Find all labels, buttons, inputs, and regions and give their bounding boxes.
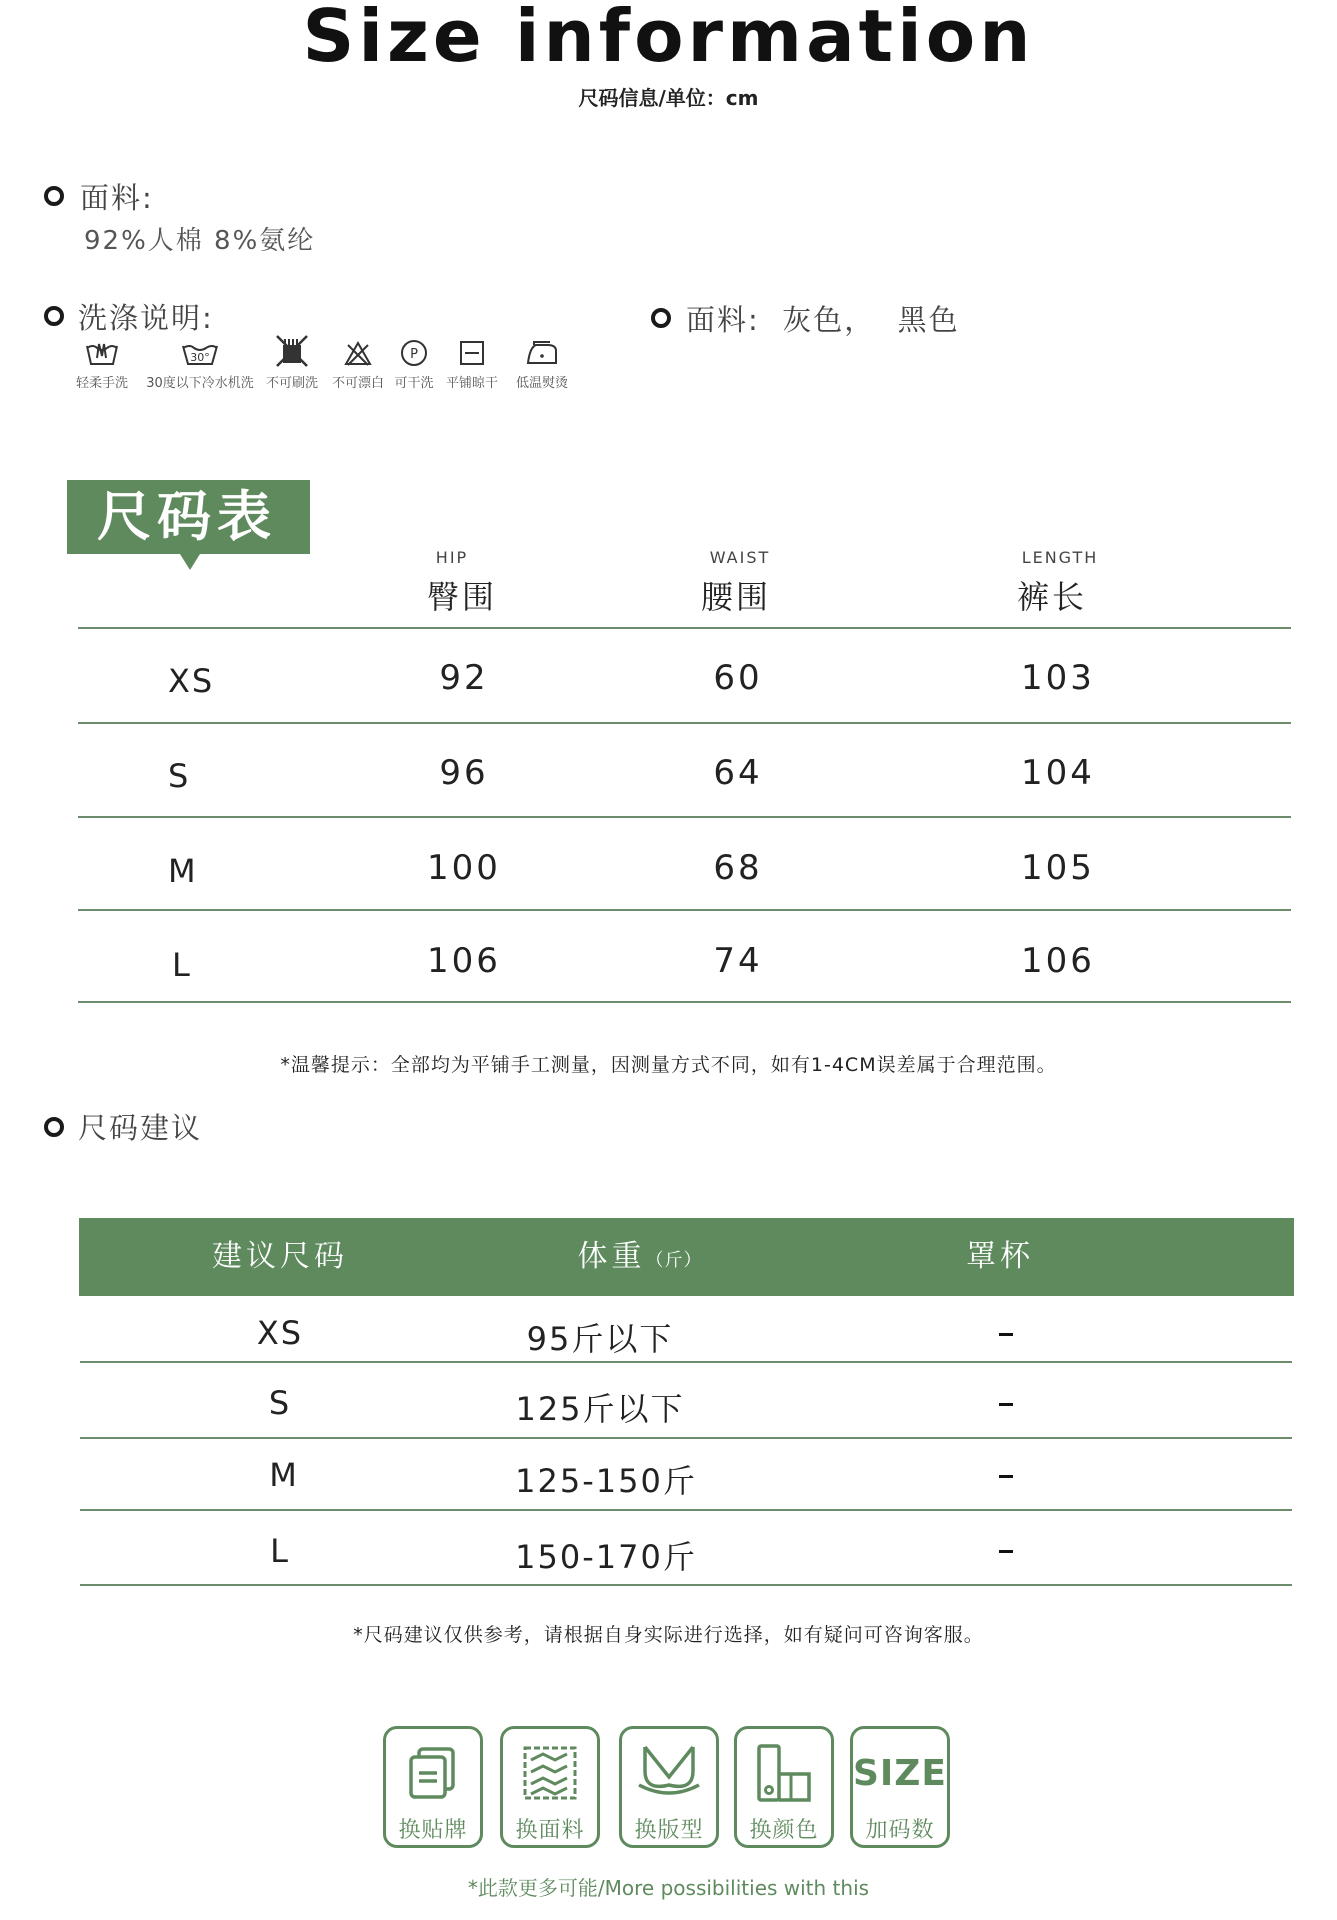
hand-wash-icon: [70, 336, 134, 370]
rec-col-weight: [520, 1218, 760, 1296]
col-length-en: LENGTH: [1021, 548, 1099, 567]
table-divider: [78, 627, 1291, 629]
hip-l: 106: [427, 941, 501, 981]
col-hip-cn: 臀围: [426, 578, 497, 616]
badge-add-size: SIZE 加码数: [850, 1726, 950, 1848]
col-waist-cn: 腰围: [700, 578, 771, 616]
length-s: 104: [1021, 753, 1095, 793]
wash-30-icon: [138, 336, 262, 370]
color-swatch-icon: [737, 1737, 831, 1809]
table-divider: [80, 1437, 1292, 1439]
no-brush-item: 不可刷洗: [260, 332, 324, 391]
washing-icons: [70, 336, 590, 396]
row-size-xs: XS: [168, 662, 215, 700]
table-divider: [78, 816, 1291, 818]
rec-weight-s: 125斤以下: [515, 1390, 685, 1428]
rec-cup-xs: [999, 1333, 1013, 1336]
recommendation-bullet-icon: [44, 1117, 64, 1137]
badge-change-fabric: 换面料: [500, 1726, 600, 1848]
table-divider: [78, 1001, 1291, 1003]
rec-cup-m: [999, 1475, 1013, 1478]
table-divider: [80, 1584, 1292, 1586]
table-divider: [80, 1509, 1292, 1511]
bra-pattern-icon: [622, 1737, 716, 1809]
rec-col-cup: 罩杯: [966, 1239, 1034, 1274]
fabric-label: 面料:: [80, 181, 154, 215]
col-hip-en: HIP: [435, 548, 469, 567]
rec-size-m: M: [269, 1456, 299, 1494]
low-iron-item: 低温熨烫: [510, 336, 574, 391]
fabric-icon: [503, 1737, 597, 1809]
hip-m: 100: [427, 848, 501, 888]
tag-pointer-icon: [180, 554, 200, 570]
no-bleach-item: 不可漂白: [326, 336, 390, 391]
rec-cup-s: [999, 1403, 1013, 1406]
flat-dry-icon: [440, 336, 504, 370]
fabric-composition: 92%人棉 8%氨纶: [84, 226, 316, 256]
col-length-cn: 裤长: [1016, 578, 1087, 616]
badge-change-pattern: 换版型: [619, 1726, 719, 1848]
low-iron-icon: [510, 336, 574, 370]
waist-xs: 60: [713, 658, 763, 698]
dry-clean-item: P 可干洗: [388, 336, 440, 391]
footer-note: *此款更多可能/More possibilities with this: [467, 1876, 870, 1900]
rec-size-l: L: [270, 1532, 290, 1570]
no-bleach-icon: [326, 336, 390, 370]
table-divider: [80, 1361, 1292, 1363]
wash-30-item: 30° 30度以下冷水机洗: [138, 336, 262, 391]
waist-m: 68: [713, 848, 763, 888]
hip-s: 96: [439, 753, 489, 793]
page-title: Size information: [302, 0, 1035, 78]
rec-weight-xs: 95斤以下: [526, 1320, 674, 1358]
table-divider: [78, 909, 1291, 911]
rec-col-weight-unit: （斤）: [645, 1250, 703, 1271]
hand-wash-item: 轻柔手洗: [70, 336, 134, 391]
recommendation-note: *尺码建议仅供参考，请根据自身实际进行选择，如有疑问可咨询客服。: [353, 1624, 984, 1646]
svg-text:P: P: [410, 347, 418, 362]
length-m: 105: [1021, 848, 1095, 888]
no-brush-icon: [260, 332, 324, 370]
measurement-note: *温馨提示：全部均为平铺手工测量，因测量方式不同，如有1-4CM误差属于合理范围。: [280, 1054, 1057, 1076]
waist-s: 64: [713, 753, 763, 793]
flat-dry-item: 平铺晾干: [440, 336, 504, 391]
row-size-m: M: [168, 852, 198, 890]
color-bullet-icon: [651, 308, 671, 328]
badge-change-label: 换贴牌: [383, 1726, 483, 1848]
waist-l: 74: [713, 941, 763, 981]
row-size-s: S: [168, 757, 191, 795]
rec-weight-l: 150-170斤: [515, 1538, 697, 1576]
rec-col-size: 建议尺码: [212, 1239, 348, 1274]
svg-text:30°: 30°: [190, 351, 210, 364]
dry-clean-icon: [388, 336, 440, 370]
page-subtitle: 尺码信息/单位：cm: [578, 86, 759, 110]
hip-xs: 92: [439, 658, 489, 698]
rec-size-xs: XS: [256, 1314, 304, 1352]
length-xs: 103: [1021, 658, 1095, 698]
color-options: 面料: 灰色， 黑色: [686, 303, 960, 337]
label-tag-icon: [386, 1737, 480, 1809]
washing-bullet-icon: [44, 306, 64, 326]
table-divider: [78, 722, 1291, 724]
size-icon: SIZE: [852, 1752, 948, 1794]
fabric-bullet-icon: [44, 186, 64, 206]
length-l: 106: [1021, 941, 1095, 981]
washing-label: 洗涤说明:: [78, 301, 214, 335]
badge-change-color: 换颜色: [734, 1726, 834, 1848]
rec-col-weight-label: 体重: [577, 1239, 646, 1274]
row-size-l: L: [172, 946, 192, 984]
col-waist-en: WAIST: [709, 548, 771, 567]
recommendation-label: 尺码建议: [78, 1111, 203, 1145]
size-chart-tag: 尺码表: [67, 480, 310, 554]
rec-weight-m: 125-150斤: [515, 1462, 697, 1500]
rec-cup-l: [999, 1550, 1013, 1553]
rec-size-s: S: [268, 1384, 292, 1422]
